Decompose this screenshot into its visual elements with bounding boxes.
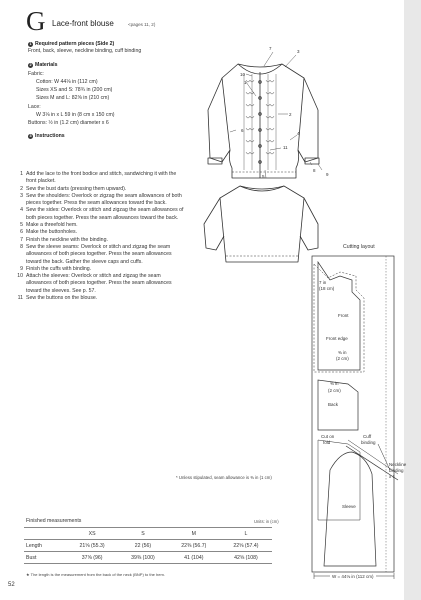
cutting-label: ⅜ in (338, 350, 347, 355)
diagram-label: 8 (313, 168, 316, 173)
fabric-outline (312, 256, 394, 572)
instruction-step: 7 Finish the neckline with the binding. (20, 236, 108, 243)
bullet-3: 3 (29, 133, 32, 138)
diagram-label: 6 (241, 128, 244, 133)
instruction-step: 3 Sew the shoulders: Overlock or zigzag the seam allowances of both pieces together. Press the seam allowances toward the back. (20, 192, 182, 207)
diagram-label: 9 (326, 172, 329, 177)
instruction-step: 9 Finish the cuffs with binding. (20, 265, 92, 272)
materials-heading: 2 Materials (29, 62, 58, 68)
cutting-label-sleeve: Sleeve (342, 504, 356, 509)
page-number: 52 (8, 582, 15, 588)
sleeve-piece-outline (324, 452, 376, 566)
front-view-blouse (208, 64, 319, 178)
measurements-unit: Units: in (cm) (254, 519, 279, 524)
instruction-step: 11 Sew the buttons on the blouse. (17, 295, 98, 302)
back-view-blouse (204, 186, 318, 262)
table-header-row: XS S M L (24, 528, 272, 540)
cutting-label-front: Front (338, 313, 349, 318)
diagram-label: 7 (269, 46, 272, 51)
instruction-step: 1 Add the lace to the front bodice and stitch, sandwiching it with the front placket. (20, 171, 177, 185)
table-row: Bust 37⅝ (96) 39⅜ (100) 41 (104) 42⅝ (108) (24, 552, 272, 564)
cutting-label-front-edge: Front edge (326, 336, 348, 341)
cutting-label: (18 cm) (319, 286, 335, 291)
diagram-label: 5 (262, 174, 265, 179)
pages-reference: <pages 11, 2) (128, 22, 156, 27)
bullet-1: 1 (29, 41, 32, 46)
instructions-heading: 3 Instructions (29, 133, 65, 139)
instruction-step: 4 Sew the sides: Overlock or stitch and zigzag the seam allowances of both pieces together. Press the seam allowances toward the back. (20, 207, 184, 221)
pattern-pieces-text: Front, back, sleeve, neckline binding, cuff binding (28, 48, 142, 54)
cutting-label: Cut on (321, 434, 335, 439)
page-title: Lace-front blouse (52, 19, 114, 28)
materials-line: Cotton: W 44⅛ in (112 cm) (36, 79, 98, 85)
cutting-label: 7 in (319, 280, 327, 285)
cutting-label: ⅜ in (330, 381, 339, 386)
cutting-label-width: W = 44⅛ in (112 cm) (332, 574, 374, 579)
bullet-2: 2 (29, 62, 32, 67)
materials-line: W 3⅛ in x L 59 in (8 cm x 150 cm) (36, 112, 115, 118)
cutting-label: binding (361, 440, 376, 445)
cutting-layout-diagram (312, 256, 398, 579)
diagram-label: 11 (283, 145, 288, 150)
section-letter: G (26, 6, 46, 36)
diagram-label: 3 (297, 49, 300, 54)
diagram-label: 1 (244, 80, 247, 85)
diagram-label: 2 (289, 112, 292, 117)
instruction-step: 10 Attach the sleeves: Overlock or stitch and zigzag the seam allowances of both pieces together. Press the seam allowances toward the sleeves. See p. 57. (17, 273, 172, 294)
instruction-step: 8 Sew the sleeve seams: Overlock or stitch and zigzag the seam allowances of both pieces together. Press the seam allowances toward the back. Gather the sleeve caps and cuffs. (20, 243, 172, 265)
cutting-label: Neckline (389, 462, 407, 467)
instruction-step: 2 Sew the bust darts (pressing them upward). (20, 185, 127, 192)
measurements-title: Finished measurements (26, 518, 82, 524)
materials-line: Lace: (28, 104, 41, 110)
cutting-label: binding (389, 468, 404, 473)
instruction-step: 5 Make a threefold hem. (20, 222, 78, 229)
cutting-label: Cuff (363, 434, 372, 439)
seam-allowance-note: * Unless stipulated, seam allowance is ⅜ in (1 cm) (176, 475, 272, 480)
diagram-label: 4 (297, 131, 300, 136)
cutting-layout-title: Cutting layout (343, 244, 375, 250)
measurements-table (24, 527, 272, 564)
cutting-label-back: Back (328, 402, 339, 407)
instruction-step: 6 Make the buttonholes. (20, 229, 78, 236)
pattern-pieces-heading: 1 Required pattern pieces (Side 2) (29, 41, 115, 47)
materials-line: Buttons: ½ in (1.2 cm) diameter x 6 (28, 120, 109, 126)
measurements-footnote: ★ The length is the measurement from the back of the neck (BNP) to the hem. (26, 572, 165, 577)
cutting-label: (2 cm) (336, 356, 349, 361)
materials-line: Fabric: (28, 71, 44, 77)
diagram-label: 10 (240, 72, 246, 77)
cutting-label: x 1 (389, 474, 396, 479)
cutting-label: fold (323, 440, 331, 445)
materials-line: Sizes M and L: 82⅝ in (210 cm) (36, 95, 110, 101)
materials-line: Sizes XS and S: 78¾ in (200 cm) (36, 87, 113, 93)
cutting-label: (2 cm) (328, 388, 341, 393)
table-row: Length 21⅝ (55.3) 22 (56) 22⅜ (56.7) 22⅝ (57.4) (24, 540, 272, 552)
